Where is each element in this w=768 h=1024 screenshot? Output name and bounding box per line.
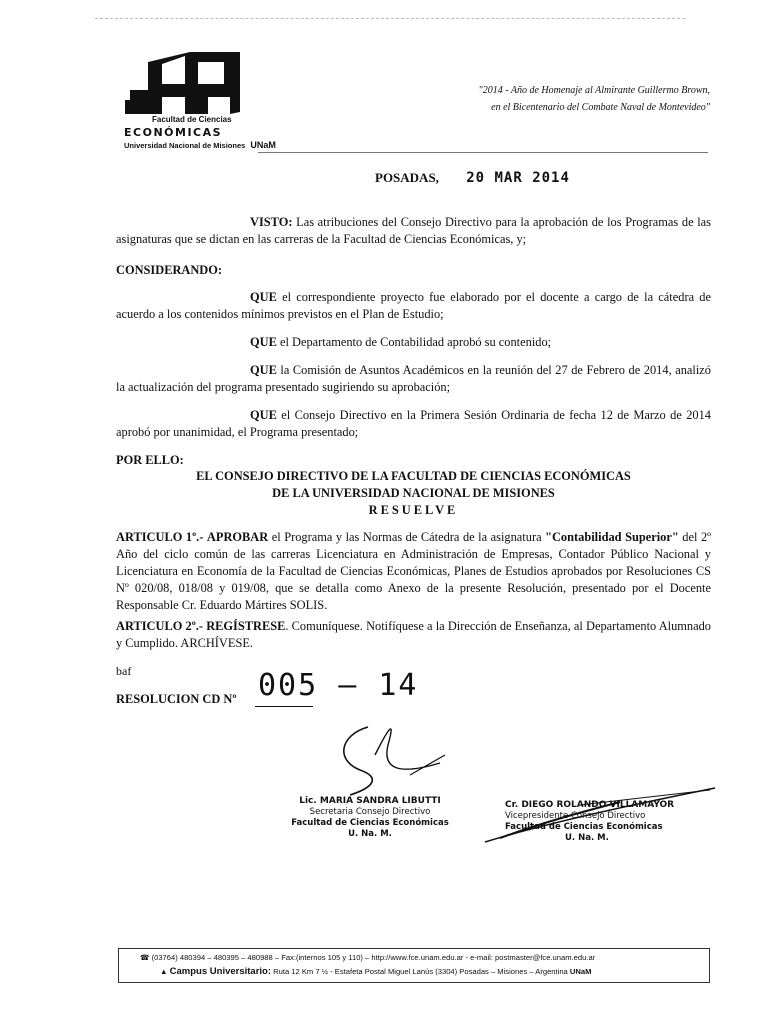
- consejo-heading: EL CONSEJO DIRECTIVO DE LA FACULTAD DE CIENCIAS ECONÓMICAS DE LA UNIVERSIDAD NACIONAL DE MISIONES RESUELVE: [116, 468, 711, 519]
- considerando-heading: CONSIDERANDO:: [116, 263, 223, 277]
- resuelve-heading: RESUELVE: [368, 503, 459, 517]
- signature-block-libutti: Lic. MARIA SANDRA LIBUTTI Secretaria Consejo Directivo Facultad de Ciencias Económicas U. Na. M.: [291, 796, 449, 839]
- que-paragraph-4: QUE el Consejo Directivo en la Primera Sesión Ordinaria de fecha 12 de Marzo de 2014 aprobó por unanimidad, el Programa presentado;: [116, 408, 711, 439]
- header-rule: [258, 152, 708, 153]
- place: POSADAS,: [375, 170, 439, 185]
- year-motto: "2014 - Año de Homenaje al Almirante Guillermo Brown, en el Bicentenario del Combate Naval de Montevideo": [478, 85, 710, 113]
- articulo-1: ARTICULO 1º.- APROBAR el Programa y las Normas de Cátedra de la asignatura "Contabilidad Superior" del 2º Año del ciclo común de las carreras Licenciatura en Administración de Empresas, Contador Público Nacional y Licenciatura en Economía de la Facultad de Ciencias Económicas, Planes de Estudios aprobados por Resoluciones CS Nº 020/08, 018/08 y 019/08, que se detalla como Anexo de la presente Resolución, presentado por el Docente Responsable Cr. Eduardo Mártires SOLIS.: [116, 530, 712, 612]
- initials: baf: [116, 664, 132, 678]
- footer-contact-line: ☎ (03764) 480394 – 480395 – 480988 – Fax:(internos 105 y 110) – http://www.fce.unam.edu.ar - e-mail: postmaster@fce.unam.edu.ar: [140, 953, 596, 962]
- signature-block-villamayor: Cr. DIEGO ROLANDO VILLAMAYOR Vicepresidente Consejo Directivo Facultad de Ciencias Económicas U. Na. M.: [505, 800, 675, 843]
- resolution-number: 005 – 14: [258, 668, 419, 703]
- campus-icon: ▲: [160, 967, 168, 976]
- por-ello-heading: POR ELLO:: [116, 453, 184, 467]
- unam-mark: UNaM: [250, 140, 276, 150]
- signature-libutti: [320, 715, 460, 805]
- date-stamp: 20 MAR 2014: [466, 170, 570, 186]
- que-paragraph-2: QUE el Departamento de Contabilidad aprobó su contenido;: [250, 335, 552, 349]
- visto-paragraph: VISTO: Las atribuciones del Consejo Directivo para la aprobación de los Programas de las asignaturas que se dictan en las carreras de la Facultad de Ciencias Económicas, y;: [116, 215, 711, 246]
- articulo-2: ARTICULO 2º.- REGÍSTRESE. Comuníquese. Notifíquese a la Dirección de Enseñanza, al Departamento Alumnado y Cumplido. ARCHÍVESE.: [116, 619, 711, 650]
- footer-unam-mark: UNaM: [569, 967, 592, 976]
- resolution-label: RESOLUCION CD Nº: [116, 692, 237, 706]
- date-line: [375, 170, 570, 186]
- logo-university-text: Universidad Nacional de Misiones UNaM: [124, 140, 276, 150]
- logo-faculty-text: Facultad de Ciencias: [152, 115, 232, 124]
- scan-artifact-line: [95, 18, 685, 19]
- que-paragraph-3: QUE la Comisión de Asuntos Académicos en la reunión del 27 de Febrero de 2014, analizó la actualización del programa presentado sugiriendo su aprobación;: [116, 363, 711, 394]
- que-paragraph-1: QUE el correspondiente proyecto fue elaborado por el docente a cargo de la cátedra de acuerdo a los contenidos mínimos previstos en el Plan de Estudio;: [116, 290, 711, 321]
- logo-economicas-text: ECONÓMICAS: [124, 126, 223, 139]
- footer-campus-line: ▲ Campus Universitario: Ruta 12 Km 7 ½ - Estafeta Postal Miguel Lanús (3304) Posadas – Misiones – Argentina UNaM: [160, 966, 592, 977]
- resolution-underline: [255, 706, 313, 707]
